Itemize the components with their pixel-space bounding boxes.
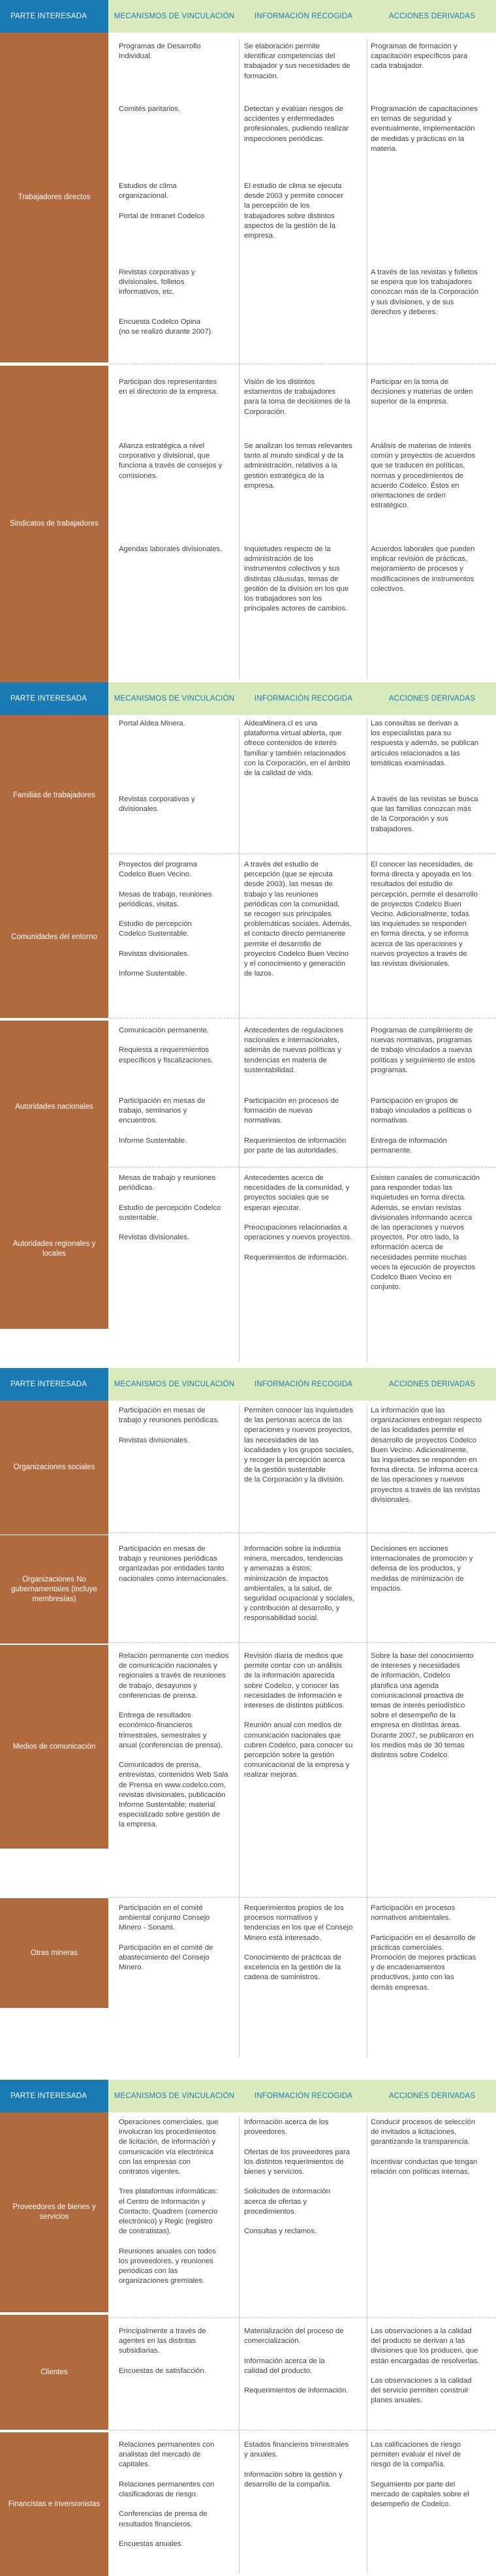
cell: Detectan y evalúan riesgos de accidentes y enfermedades profesionales, pudiendo realizar inspecciones periódicas. <box>244 105 349 143</box>
cell: Participación en procesos de formación de nuevas normativas. Requerimientos de información por parte de las autoridades. <box>244 1097 347 1155</box>
cell: Estados financieros trimestrales y anuales. Información sobre la gestión y desarrollo de la compañía. <box>244 2441 349 2489</box>
cell: Requerimientos propios de los procesos normativos y tendencias en los que el Consejo Minero está interesado. Conocimiento de prácticas de excelencia en la gestión de la cadena de suministros. <box>244 1904 353 1982</box>
header-informacion: INFORMACIÓN RECOGIDA <box>254 2092 353 2100</box>
cell: Agendas laborales divisionales. <box>119 545 223 553</box>
cell: Revistas corporativas y divisionales, folletos informativos, etc. Encuesta Codelco Opina (no se realizó durante 2007). <box>119 268 213 336</box>
cell: Visión de los distintos estamentos de trabajadores para la toma de decisiones de la Corporación. <box>244 378 350 416</box>
cell: La información que las organizaciones entregan respecto de las localidades permite el desarrollo de proyectos Codelco Buen Vecino. Adicionalmente, las inquietudes se responden en forma directa. Se informa acerca de las operaciones y nuevos proyectos a través de las revistas divisionales. <box>371 1407 482 1504</box>
cell: Información acerca de los proveedores. Ofertas de los proveedores para los distintos requerimientos de bienes y servicios. Solicitudes de información acerca de ofertas y procedimientos. Consultas y reclamos. <box>244 2118 350 2236</box>
cell: A través del estudio de percepción (que se ejecuta desde 2003), las mesas de trabajo y las reuniones periódicas con la comunidad, se recogen sus principales problemáticas sociales. Además, el contacto directo permanente permite el desarrollo de proyectos Codelco Buen Vecino y el conocimiento y generación de lazos. <box>244 861 352 978</box>
row-label-comunidades: Comunidades del entorno <box>0 856 108 1018</box>
cell: Mesas de trabajo y reuniones periódicas. Estudio de percepción Codelco sustentable. Revistas divisionales. <box>119 1174 221 1242</box>
cell: AldeaMinera.cl es una plataforma virtual abierta, que ofrece contenidos de interés familiar y también relacionados con la Corporación, en el ámbito de la calidad de vida. <box>244 720 350 778</box>
row-divider <box>110 1897 496 1898</box>
cell: El conocer las necesidades, de forma directa y apoyada en los resultados del estudio de percepción, permite el desarrollo de proyectos Codelco Buen Vecino. Adicionalmente, todas las inquietudes se responden en forma directa, y se informa acerca de las operaciones y nuevos proyectos a través de las revistas divisionales. <box>371 861 478 968</box>
cell: Operaciones comerciales, que involucran los procedimientos de licitación, de información y comunicación vía electrónica con las empresas con contratos vigentes. Tres plataformas informáticas: el Centro de Información y Contacto, Quadrem (comercio electrónico) y Regic (registro de contratistas). Reuniones anuales con todos los proveedores, y reuniones periódicas con las organizaciones gremiales. <box>119 2118 219 2285</box>
cell: Decisiones en acciones internacionales de promoción y defensa de los productos, y medidas de minimización de impactos. <box>371 1545 473 1593</box>
row-divider <box>110 853 496 854</box>
cell: A través de las revistas y folletos se espera que los trabajadores conozcan más de la Corporación y sus divisiones, y de sus derechos y deberes. <box>371 268 479 316</box>
cell: Las calificaciones de riesgo permiten evaluar el nivel de riesgo de la compañía. Seguimiento por parte del mercado de capitales sobre el desempeño de Codelco. <box>371 2441 469 2509</box>
cell: Se elaboración permite identificar competencias del trabajador y sus necesidades de formación. <box>244 42 350 80</box>
header-parte-interesada: PARTE INTERESADA <box>0 0 108 33</box>
cell: Participan dos representantes en el directorio de la empresa. <box>119 378 218 396</box>
row-label-ong: Organizaciones No gubernamentales (incluye membresías) <box>0 1535 108 1644</box>
cell: Programas de Desarrollo Individual. <box>119 42 201 61</box>
cell: Portal Aldea Minera. <box>119 720 185 727</box>
table-header <box>0 2080 496 2112</box>
cell: Las consultas se derivan a los especialistas para su respuesta y además, se publican artículos relacionados a las temáticas examinadas. <box>371 720 479 767</box>
header-informacion: INFORMACIÓN RECOGIDA <box>254 12 353 20</box>
header-mecanismos: MECANISMOS DE VINCULACIÓN <box>114 12 235 20</box>
row-label-clientes: Clientes <box>0 2315 108 2430</box>
cell: Alianza estratégica a nivel corporativo y divisional, que funciona a través de consejos y comisiones. <box>119 442 223 480</box>
row-label-autoridades-regionales: Autoridades regionales y locales <box>0 1169 108 1329</box>
header-informacion: INFORMACIÓN RECOGIDA <box>254 695 353 703</box>
row-divider <box>110 1642 496 1643</box>
row-divider <box>110 1167 496 1168</box>
cell: Participación en procesos normativos ambientales. Participación en el desarrollo de prácticas comerciales. Promoción de mejores prácticas y de encadenamientos productivos, junto con las demás empresas. <box>371 1904 476 1992</box>
cell: Principalmente a través de agentes en las distintas subsidiarias. Encuestas de satisfacción. <box>119 2327 206 2375</box>
row-label-otras-mineras: Otras mineras <box>0 1898 108 2008</box>
header-acciones: ACCIONES DERIVADAS <box>388 695 476 703</box>
cell: Se analizan los temas relevantes tanto al mundo sindical y de la administración, relativos a la gestión estratégica de la empresa. <box>244 442 352 490</box>
cell: Existen canales de comunicación para responder todas las inquietudes en forma directa. Además, se envían revistas divisionales informando acerca de las operaciones y nuevos proyectos. Por otro lado, la información acerca de necesidades permite muchas veces la ejecución de proyectos Codelco Buen Vecino en conjunto. <box>371 1174 480 1292</box>
cell: Permiten conocer las inquietudes de las personas acerca de las operaciones y nuevos proyectos, las necesidades de las localidades y los grupos sociales, y recoger la percepción acerca de la gestión sustentable de la Corporación y la división. <box>244 1407 354 1484</box>
cell: Revisión diaria de medios que permite contar con un análisis de la información aparecida sobre Codelco, y conocer las necesidades de información e intereses de distintos públicos. Reunión anual con medios de comunicación nacionales que cubren Codelco, para conocer su percepción sobre la gestión comunicacional de la empresa y realizar mejoras. <box>244 1652 353 1779</box>
row-label-autoridades-nacionales: Autoridades nacionales <box>0 1021 108 1193</box>
table-section-4 <box>0 2080 496 2576</box>
cell: Acuerdos laborales que pueden implicar revisión de prácticas, mejoramiento de procesos y modificaciones de instrumentos colectivos. <box>371 545 475 593</box>
row-divider <box>110 2317 496 2318</box>
table-header <box>0 682 496 715</box>
cell: Antecedentes acerca de necesidades de la comunidad, y proyectos sociales que se esperan ejecutar. Preocupaciones relacionadas a operaciones y nuevos proyectos. Requerimientos de información. <box>244 1174 352 1262</box>
column-divider <box>239 39 240 679</box>
cell: Participación en mesas de trabajo y reuniones periódicas organizadas por entidades tanto nacionales como internacionales. <box>119 1545 228 1583</box>
table-header <box>0 1368 496 1401</box>
table-header <box>0 0 496 33</box>
cell: Comités paritarios. <box>119 105 181 113</box>
row-label-financistas: Financistas e inversionistas <box>0 2432 108 2576</box>
cell: Programas de cumplimiento de nuevas normativas, programas de trabajo vinculados a nuevas políticas y seguimiento de estos programas. <box>371 1026 476 1074</box>
row-label-sindicatos: Sindicatos de trabajadores <box>0 366 108 682</box>
cell: Relación permanente con medios de comunicación nacionales y regionales a través de reuniones de trabajo, desayunos y conferencias de prensa. Entrega de resultados económico-financieros trimestrales, semestrales y anual (conferencias de prensa). Comunicados de prensa, entrevistas, contenidos Web Sala de Prensa en www.codelco.com, revistas divisionales, publicación Informe Sustentable; material especializado sobre gestión de la empresa. <box>119 1652 229 1829</box>
cell: Participación en mesas de trabajo, seminarios y encuentros. Informe Sustentable. <box>119 1097 206 1145</box>
cell: Sobre la base del conocimiento de intereses y necesidades de información, Codelco planifica una agenda comunicacional proactiva de temas de interés periodístico sobre el desempeño de la empresa en distintas áreas. Durante 2007, se publicaron en los medios más de 30 temas distintos sobre Codelco. <box>371 1652 474 1760</box>
table-section-3 <box>0 1368 496 2080</box>
row-label-medios: Medios de comunicación <box>0 1645 108 1849</box>
cell: Participación en el comité ambiental conjunto Consejo Minero - Sonami. Participación en el comité de abastecimiento del Consejo Minero. <box>119 1904 213 1972</box>
cell: Revistas corporativas y divisionales. <box>119 795 195 814</box>
cell: Proyectos del programa Codelco Buen Vecino. Mesas de trabajo, reuniones periódicas, visitas. Estudio de percepción Codelco Sustentable. Revistas divisionales. Informe Sustentable. <box>119 861 212 978</box>
column-divider <box>239 719 240 1362</box>
row-label-trabajadores-directos: Trabajadores directos <box>0 33 108 362</box>
header-parte-interesada: PARTE INTERESADA <box>0 2080 108 2112</box>
row-label-familias: Familias de trabajadores <box>0 715 108 876</box>
cell: Participación en mesas de trabajo y reuniones periódicas. Revistas divisionales. <box>119 1407 219 1444</box>
cell: Comunicación permanente. Requiesta a requerimientos específicos y fiscalizaciones. <box>119 1026 213 1064</box>
cell: Análisis de materias de interés común y proyectos de acuerdos que se traducen en políticas, normas y procedimientos de acuerdo Codelco. Éstos en orientaciones de orden estratégico. <box>371 442 476 510</box>
header-acciones: ACCIONES DERIVADAS <box>388 2092 476 2100</box>
cell: Inquietudes respecto de la administración de los instrumentos colectivos y sus distintas cláusulas, temas de gestión de la división en los que los trabajadores son los principales actores de cambios. <box>244 545 349 613</box>
column-divider <box>239 2116 240 2573</box>
row-label-proveedores: Proveedores de bienes y servicios <box>0 2112 108 2312</box>
cell: Estudios de clima organizacional. Portal de Intranet Codelco <box>119 182 205 220</box>
header-acciones: ACCIONES DERIVADAS <box>388 1380 476 1388</box>
cell: Información sobre la industria minera, mercados, tendencias y amenazas a éstos; minimización de impactos ambientales, a la salud, de seguridad ocupacional y sociales, y contribución al desarrollo, y responsabilidad social. <box>244 1545 354 1623</box>
cell: Las observaciones a la calidad del producto se derivan a las divisiones que los producen, que están encargadas de resolverlas. Las observaciones a la calidad del servicio permiten construir planes anuales. <box>371 2327 480 2405</box>
cell: Relaciones permanentes con analistas del mercado de capitales. Relaciones permanentes con clasificadoras de riesgo. Conferencias de prensa de resultados financieros. Encuestas anuales. <box>119 2441 215 2549</box>
header-mecanismos: MECANISMOS DE VINCULACIÓN <box>114 2092 235 2100</box>
cell: Participación en grupos de trabajo vinculados a políticas o normativas. Entrega de información permanente. <box>371 1097 472 1155</box>
header-acciones: ACCIONES DERIVADAS <box>388 12 476 20</box>
cell: Programación de capacitaciones en temas de seguridad y eventualmente, implementación de medidas y prácticas en la materia. <box>371 105 478 153</box>
header-mecanismos: MECANISMOS DE VINCULACIÓN <box>114 695 235 703</box>
column-divider <box>239 1405 240 2058</box>
row-label-organizaciones-sociales: Organizaciones sociales <box>0 1401 108 1534</box>
table-section-2 <box>0 682 496 1365</box>
cell: El estudio de clima se ejecuta desde 2003 y permite conocer la percepción de los trabajadores sobre distintos aspectos de la gestión de la empresa. <box>244 182 343 240</box>
cell: Materialización del proceso de comercialización. Información acerca de la calidad del producto. Requerimientos de información. <box>244 2327 349 2395</box>
header-parte-interesada: PARTE INTERESADA <box>0 1368 108 1401</box>
row-divider <box>110 1018 496 1019</box>
header-parte-interesada: PARTE INTERESADA <box>0 682 108 715</box>
header-mecanismos: MECANISMOS DE VINCULACIÓN <box>114 1380 235 1388</box>
cell: Participar en la toma de decisiones y materias de orden superior de la empresa. <box>371 378 473 406</box>
cell: A través de las revistas se busca que las familias conozcan más de la Corporación y sus trabajadores. <box>371 795 478 833</box>
cell: Conducir procesos de selección de invitados a licitaciones, garantizando la transparencia. Incentivar conductas que tengan relación con políticas internas. <box>371 2118 478 2176</box>
cell: Programas de formación y capacitación específicos para cada trabajador. <box>371 42 468 71</box>
header-informacion: INFORMACIÓN RECOGIDA <box>254 1380 353 1388</box>
cell: Antecedentes de regulaciones nacionales e internacionales, además de nuevas políticas y tendencias en materia de sustentabilidad. <box>244 1026 343 1074</box>
table-section-1 <box>0 0 496 682</box>
